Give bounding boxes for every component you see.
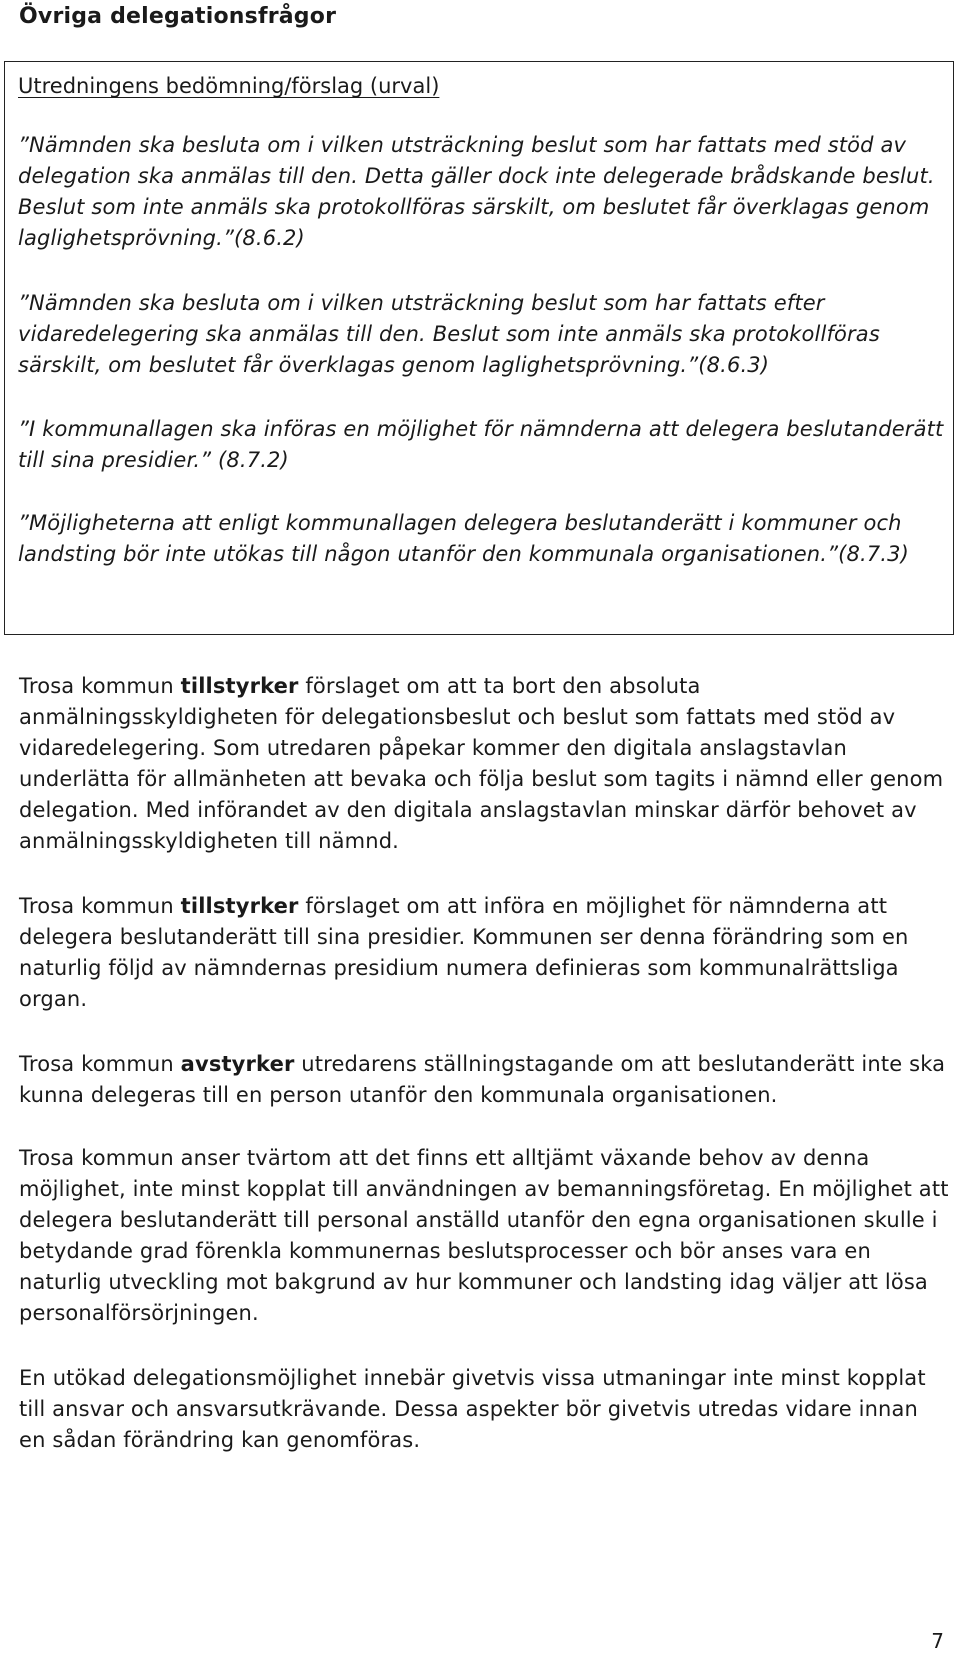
response-paragraph — [19, 891, 949, 1015]
position-keyword: tillstyrker — [180, 894, 299, 918]
paragraph-body: förslaget om att ta bort den absoluta anmälningsskyldigheten för delegationsbeslut och beslut som fattats med stöd av vidaredelegering. Som utredaren påpekar kommer den digitala anslagstavlan underlätta för allmänheten att bevaka och följa beslut som tagits i nämnd eller genom delegation. Med införandet av den digitala anslagstavlan minskar därför behovet av anmälningsskyldigheten till nämnd. — [19, 674, 944, 853]
position-keyword: avstyrker — [180, 1052, 295, 1076]
paragraph-body: utredarens ställningstagande om att beslutanderätt inte ska kunna delegeras till en person utanför den kommunala organisationen. — [19, 1052, 946, 1107]
proposal-box — [4, 61, 954, 635]
response-paragraph: En utökad delegationsmöjlighet innebär givetvis vissa utmaningar inte minst kopplat till ansvar och ansvarsutkrävande. Dessa aspekter bör givetvis utredas vidare innan en sådan förändring kan genomföras. — [19, 1366, 926, 1452]
proposal-quote: ”I kommunallagen ska införas en möjlighet för nämnderna att delegera beslutanderätt till sina presidier.” (8.7.2) — [18, 417, 944, 472]
proposal-quote: ”Möjligheterna att enligt kommunallagen delegera beslutanderätt i kommuner och landsting bör inte utökas till någon utanför den kommunala organisationen.”(8.7.3) — [18, 511, 909, 566]
paragraph-lead: Trosa kommun — [19, 1052, 181, 1076]
position-keyword: tillstyrker — [180, 674, 299, 698]
proposal-quote: ”Nämnden ska besluta om i vilken utsträckning beslut som har fattats med stöd av delegation ska anmälas till den. Detta gäller dock inte delegerade brådskande beslut. Beslut som inte anmäls ska protokollföras särskilt, om beslutet får överklagas genom laglighetsprövning.”(8.6.2) — [18, 133, 935, 250]
response-paragraph: Trosa kommun anser tvärtom att det finns ett alltjämt växande behov av denna möjlighet, inte minst kopplat till användningen av bemanningsföretag. En möjlighet att delegera beslutanderätt till personal anställd utanför den egna organisationen skulle i betydande grad förenkla kommunernas beslutsprocesser och bör anses vara en naturlig utveckling mot bakgrund av hur kommuner och landsting idag väljer att lösa personalförsörjningen. — [19, 1146, 949, 1325]
paragraph-body: förslaget om att införa en möjlighet för nämnderna att delegera beslutanderätt till sina presidier. Kommunen ser denna förändring som en naturlig följd av nämndernas presidium numera definieras som kommunalrättsliga organ. — [19, 894, 909, 1011]
proposal-quote: ”Nämnden ska besluta om i vilken utsträckning beslut som har fattats efter vidaredelegering ska anmälas till den. Beslut som inte anmäls ska protokollföras särskilt, om beslutet får överklagas genom laglighetsprövning.”(8.6.3) — [18, 291, 880, 377]
paragraph-lead: Trosa kommun — [19, 674, 181, 698]
page-title: Övriga delegationsfrågor — [19, 4, 337, 29]
response-paragraph — [19, 1049, 949, 1111]
paragraph-lead: Trosa kommun — [19, 894, 181, 918]
response-paragraph — [19, 671, 949, 857]
proposal-box-heading: Utredningens bedömning/förslag (urval) — [18, 74, 440, 98]
page-number: 7 — [931, 1629, 944, 1653]
